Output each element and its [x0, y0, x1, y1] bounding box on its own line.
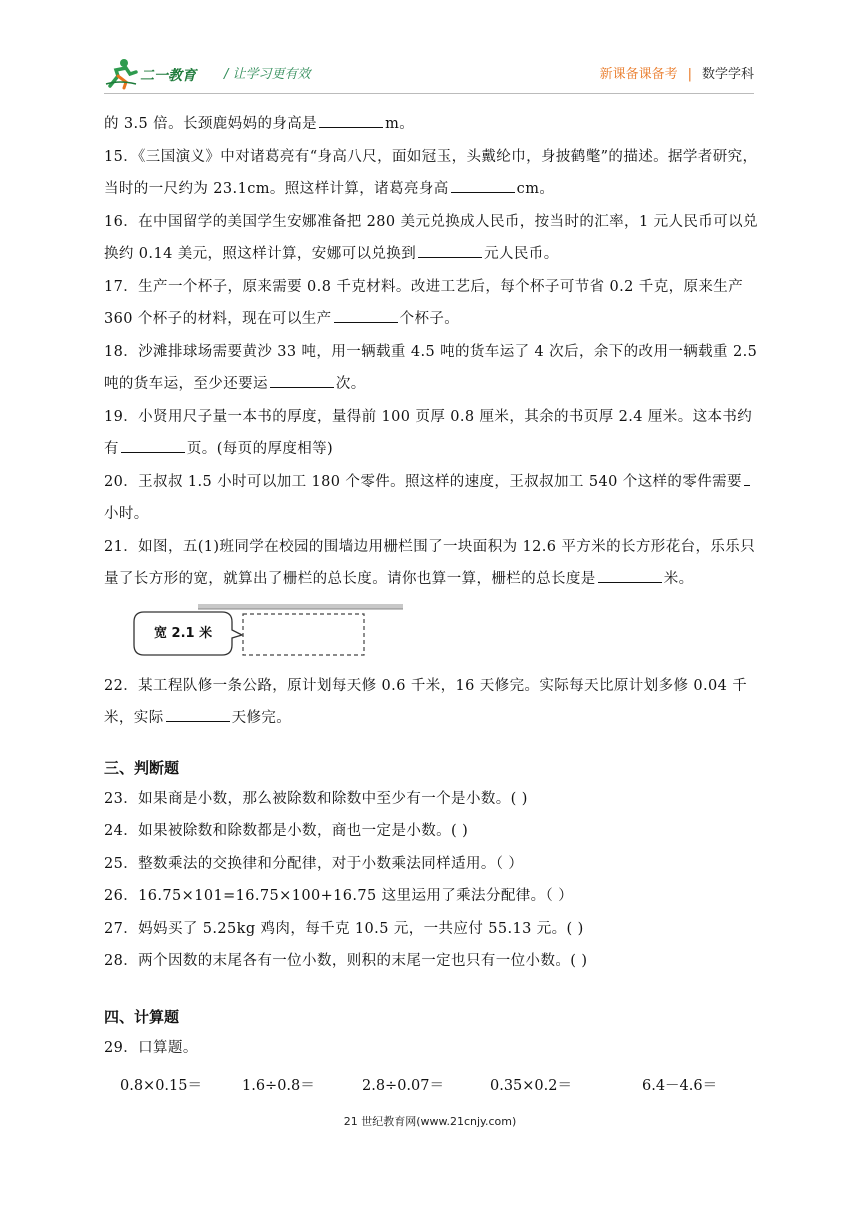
question-q20 — [104, 466, 758, 531]
calc-item: 1.6÷0.8＝ — [242, 1078, 315, 1094]
judgement-item: 23．如果商是小数，那么被除数和除数中至少有一个是小数。( ) — [104, 790, 528, 807]
question-q18 — [104, 336, 758, 401]
answer-blank[interactable] — [319, 113, 383, 128]
width-label: 宽 2.1 米 — [154, 625, 213, 641]
question-text: 21．如图，五(1)班同学在校园的围墙边用栅栏围了一块面积为 12.6 平方米的长方形花台，乐乐只量了长方形的宽，就算出了栅栏的总长度。请你也算一算，栅栏的总长度是 — [104, 538, 756, 587]
question-text-end: 元人民币。 — [484, 246, 559, 262]
question-q15 — [104, 141, 758, 206]
calc-item: 0.8×0.15＝ — [120, 1078, 202, 1094]
slogan: / 让学习更有效 — [224, 67, 311, 82]
flowerbed-figure — [104, 602, 758, 658]
answer-blank[interactable] — [121, 438, 185, 453]
answer-blank[interactable] — [598, 568, 662, 583]
answer-blank[interactable] — [744, 471, 750, 486]
judgement-item: 24．如果被除数和除数都是小数，商也一定是小数。( ) — [104, 823, 469, 839]
question-text-end: 天修完。 — [231, 710, 292, 726]
question-text: 20．王叔叔 1.5 小时可以加工 180 个零件。照这样的速度，王叔叔加工 540 个这样的零件需要 — [104, 473, 742, 490]
judgement-item: 26．16.75×101=16.75×100+16.75 这里运用了乘法分配律。（ ） — [104, 888, 574, 904]
logo — [104, 56, 216, 90]
question-text: 15．《三国演义》中对诸葛亮有“身高八尺，面如冠玉，头戴纶巾，身披鹤氅”的描述。据学者研究，当时的一尺约为 23.1cm。照这样计算，诸葛亮身高 — [104, 148, 758, 197]
question-q21 — [104, 531, 758, 596]
fill-in-questions — [104, 108, 758, 596]
answer-blank[interactable] — [418, 243, 482, 258]
question-q19 — [104, 401, 758, 466]
question-q16 — [104, 206, 758, 271]
judgement-item: 27．妈妈买了 5.25kg 鸡肉，每千克 10.5 元，一共应付 55.13 元。( ) — [104, 920, 584, 937]
question-text: 19．小贤用尺子量一本书的厚度，量得前 100 页厚 0.8 厘米，其余的书页厚 2.4 厘米。这本书约有 — [104, 408, 753, 457]
question-text-end: 页。(每页的厚度相等) — [186, 441, 334, 457]
judgement-item: 28．两个因数的末尾各有一位小数，则积的末尾一定也只有一位小数。( ) — [104, 953, 588, 969]
question-q14-cont — [104, 108, 758, 141]
header-right — [600, 63, 754, 82]
header-divider — [104, 93, 754, 94]
page-header — [104, 56, 754, 92]
question-text: 17．生产一个杯子，原来需要 0.8 千克材料。改进工艺后，每个杯子可节省 0.2 千克，原来生产 360 个杯子的材料，现在可以生产 — [104, 278, 744, 327]
answer-blank[interactable] — [166, 707, 230, 722]
section-title-calculation: 四、计算题 — [104, 1007, 180, 1026]
question-text-end: m。 — [385, 116, 415, 132]
question-text-end: cm。 — [516, 181, 555, 197]
question-29: 29．口算题。 — [104, 1039, 198, 1056]
flowerbed-diagram — [104, 602, 404, 658]
judgement-list — [104, 783, 758, 978]
question-text-end: 次。 — [335, 376, 366, 392]
document-body — [104, 108, 758, 1095]
question-text-end: 米。 — [663, 571, 694, 587]
header-subject: 数学学科 — [701, 67, 754, 82]
page-footer: 21 世纪教育网(www.21cnjy.com) — [343, 1115, 517, 1128]
mental-math-row — [120, 1074, 758, 1095]
runner-logo-icon — [104, 56, 138, 90]
answer-blank[interactable] — [334, 308, 398, 323]
question-text-end: 小时。 — [104, 506, 149, 522]
judgement-item: 25．整数乘法的交换律和分配律，对于小数乘法同样适用。（ ） — [104, 855, 524, 872]
question-text: 的 3.5 倍。长颈鹿妈妈的身高是 — [104, 116, 318, 132]
question-text: 22．某工程队修一条公路，原计划每天修 0.6 千米，16 天修完。实际每天比原计划多修 0.04 千米，实际 — [104, 677, 748, 726]
header-separator: | — [687, 67, 692, 82]
answer-blank[interactable] — [270, 373, 334, 388]
question-text: 16．在中国留学的美国学生安娜准备把 280 美元兑换成人民币，按当时的汇率，1 元人民币可以兑换约 0.14 美元，照这样计算，安娜可以兑换到 — [104, 213, 758, 262]
question-q22 — [104, 670, 758, 735]
question-q17 — [104, 271, 758, 336]
answer-blank[interactable] — [451, 178, 515, 193]
calc-item: 6.4－4.6＝ — [642, 1078, 718, 1094]
section-title-judgement: 三、判断题 — [104, 758, 180, 777]
fill-in-questions-2 — [104, 670, 758, 735]
question-text-end: 个杯子。 — [399, 311, 460, 327]
calc-item: 0.35×0.2＝ — [490, 1078, 572, 1094]
logo-text: 二一教育 — [140, 68, 196, 84]
calc-item: 2.8÷0.07＝ — [362, 1078, 444, 1094]
question-text: 18．沙滩排球场需要黄沙 33 吨，用一辆载重 4.5 吨的货车运了 4 次后，余下的改用一辆载重 2.5 吨的货车运，至少还要运 — [104, 343, 758, 392]
header-course-label: 新课备课备考 — [599, 67, 678, 82]
